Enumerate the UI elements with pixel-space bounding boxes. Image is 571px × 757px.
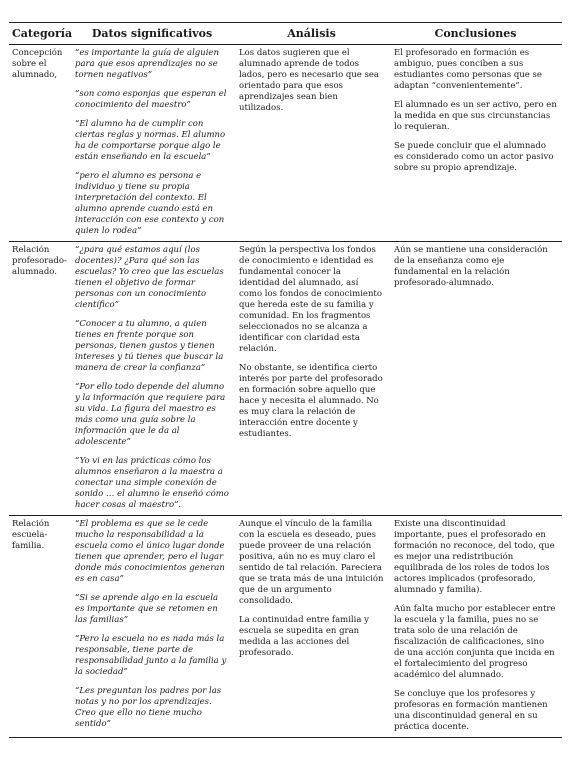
category-cell: Relación profesorado-alumnado. — [12, 245, 67, 277]
conclusions-cell — [389, 45, 562, 242]
analysis-text: Los datos sugieren que el alumnado aprende de todos lados, pero es necesario que sea orientado para que esos aprendizajes sean bien utilizados. — [239, 48, 379, 113]
analysis-cell — [234, 45, 389, 242]
quote-text: “Pero la escuela no es nada más la responsable, tiene parte de responsabilidad junto a la familia y la sociedad” — [75, 634, 227, 677]
analysis-text: Según la perspectiva los fondos de conocimiento e identidad es fundamental conocer la identidad del alumnado, así como los fondos de conocimiento que hereda este de su familia y comunidad. En los fragmentos seleccionados no se alcanza a identificar con claridad esta relación. — [239, 245, 382, 354]
conclusion-text: El profesorado en formación es ambiguo, pues conciben a sus estudiantes como personas que se adaptan “convenientemente”. — [394, 48, 542, 91]
table-row — [9, 516, 562, 738]
conclusion-text: Existe una discontinuidad importante, pues el profesorado en formación no reconoce, del todo, que es mejor una redistribución equilibrada de los roles de todos los actores implicados (profesorado, alumnado y familia). — [394, 519, 555, 595]
quote-text: “son como esponjas que esperan el conocimiento del maestro” — [75, 89, 227, 110]
category-cell: Relación escuela-familia. — [12, 519, 50, 551]
table-header — [9, 24, 562, 45]
quotes-cell — [70, 516, 234, 738]
header-category: Categoría — [9, 24, 70, 45]
quote-text: “El problema es que se le cede mucho la responsabilidad a la escuela como el único lugar donde tienen que aprender, pero el lugar donde más conocimientos generan es en casa” — [75, 519, 225, 584]
conclusion-text: Aún falta mucho por establecer entre la escuela y la familia, pues no se trata solo de una relación de fiscalización de calificaciones, sino de una acción conjunta que incida en el fortalecimiento del progreso académico del alumnado. — [394, 604, 556, 680]
quote-text: “¿para qué estamos aquí (los docentes)? ¿Para qué son las escuelas? Yo creo que las escuelas tienen el objetivo de formar personas con un conocimiento científico” — [75, 245, 224, 310]
analysis-text: Aunque el vínculo de la familia con la escuela es deseado, pues puede proveer de una relación positiva, aún no es muy claro el sentido de tal relación. Pareciera que se trata más de una intuición que de un argumento consolidado. — [239, 519, 384, 606]
quote-text: “es importante la guía de alguien para que esos aprendizajes no se tornen negativos” — [75, 48, 219, 80]
quote-text: “Yo vi en las prácticas cómo los alumnos enseñaron a la maestra a conectar una simple conexión de sonido … el alumno le enseñó cómo hacer cosas al maestro”. — [75, 456, 229, 510]
table-row — [9, 242, 562, 516]
quotes-cell — [70, 45, 234, 242]
conclusion-text: El alumnado es un ser activo, pero en la medida en que sus circunstancias lo requieran. — [394, 100, 557, 132]
quotes-cell — [70, 242, 234, 516]
header-significant-data: Datos significativos — [70, 24, 234, 45]
quote-text: “pero el alumno es persona e individuo y tiene su propia interpretación del contexto. El alumno aprende cuando está en interacción con ese contexto y con quien lo rodea” — [75, 171, 225, 236]
quote-text: “Por ello todo depende del alumno y la información que requiere para su vida. La figura del maestro es más como una guía sobre la información que le da al adolescente” — [75, 382, 226, 447]
conclusions-cell — [389, 516, 562, 738]
conclusion-text: Se concluye que los profesores y profesoras en formación mantienen una discontinuidad general en su práctica docente. — [394, 689, 548, 732]
results-table — [9, 24, 562, 738]
table-top-rule — [9, 22, 562, 23]
quote-text: “Conocer a tu alumno, a quien tienes en frente porque son personas, tienen gustos y tienen intereses y tú tienes que buscar la manera de crear la confianza” — [75, 319, 224, 373]
conclusion-text: Aún se mantiene una consideración de la enseñanza como eje fundamental en la relación profesorado-alumnado. — [394, 245, 548, 288]
category-cell: Concepción sobre el alumnado, — [12, 48, 63, 80]
analysis-text: No obstante, se identifica cierto interés por parte del profesorado en formación sobre aquello que hace y necesita el alumnado. No es muy clara la relación de interacción entre docente y estudiantes. — [239, 363, 383, 439]
analysis-cell — [234, 242, 389, 516]
analysis-text: La continuidad entre familia y escuela se supedita en gran medida a las acciones del profesorado. — [239, 615, 369, 658]
conclusions-cell — [389, 242, 562, 516]
quote-text: “El alumno ha de cumplir con ciertas reglas y normas. El alumno ha de comportarse porque algo le están enseñando en la escuela” — [75, 119, 226, 162]
quote-text: “Si se aprende algo en la escuela es importante que se retomen en las familias” — [75, 593, 219, 625]
header-analysis: Análisis — [234, 24, 389, 45]
table-row — [9, 45, 562, 242]
analysis-cell — [234, 516, 389, 738]
quote-text: “Les preguntan los padres por las notas y no por los aprendizajes. Creo que ello no tiene mucho sentido” — [75, 686, 222, 729]
header-conclusions: Conclusiones — [389, 24, 562, 45]
conclusion-text: Se puede concluir que el alumnado es considerado como un actor pasivo sobre su propio aprendizaje. — [394, 141, 554, 173]
